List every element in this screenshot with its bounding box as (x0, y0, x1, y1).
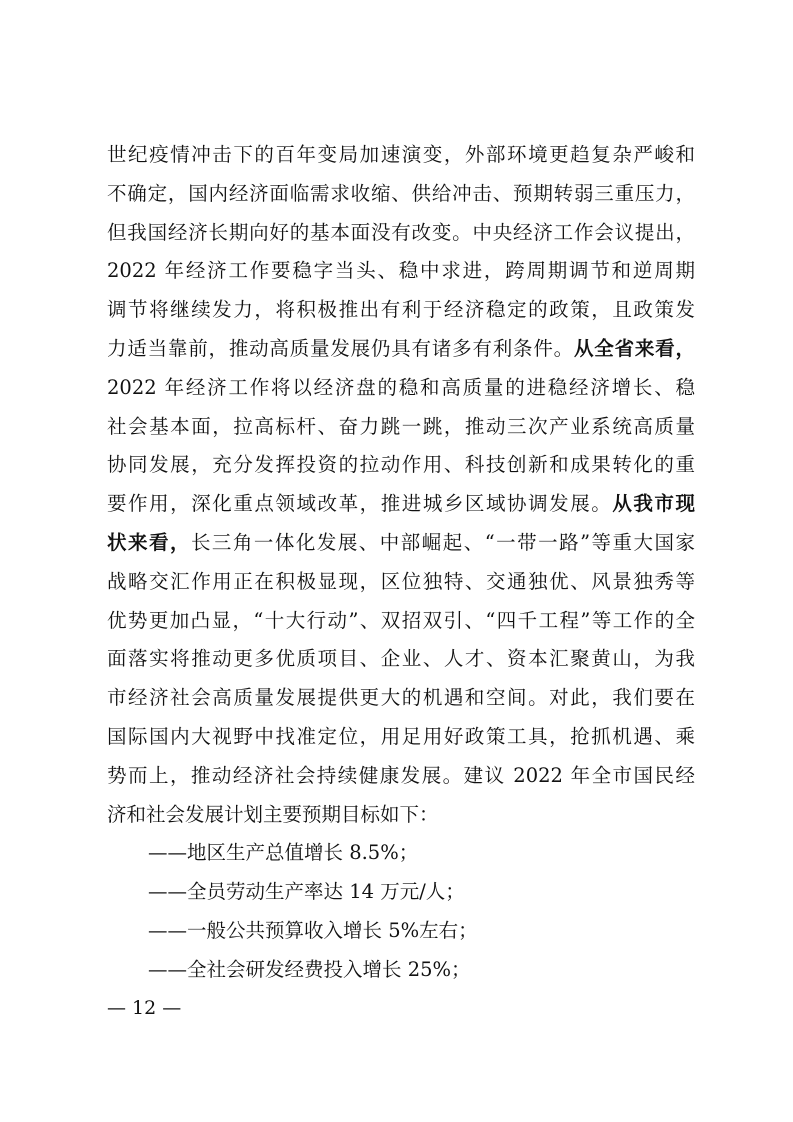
text-line: 但我国经济长期向好的基本面没有改变。中央经济工作会议提出， (107, 220, 695, 244)
text-line (107, 524, 695, 563)
text-line: 面落实将推动更多优质项目、企业、人才、资本汇聚黄山，为我 (107, 647, 695, 671)
bold-phrase: 从全省来看， (573, 336, 695, 360)
text-line: 优势更加凸显，“十大行动”、双招双引、“四千工程”等工作的全 (107, 608, 695, 632)
text-line: 战略交汇作用正在积极显现，区位独特、交通独优、风景独秀等 (107, 569, 695, 593)
target-item: ——一般公共预算收入增长 5%左右； (148, 918, 478, 942)
text-line (107, 485, 695, 524)
text-line (107, 330, 695, 369)
text-line: 协同发展，充分发挥投资的拉动作用、科技创新和成果转化的重 (107, 453, 695, 477)
text-line: 社会基本面，拉高标杆、奋力跳一跳，推动三次产业系统高质量 (107, 414, 695, 438)
text-line: 世纪疫情冲击下的百年变局加速演变，外部环境更趋复杂严峻和 (107, 143, 695, 166)
page-number: — 12 — (107, 997, 182, 1019)
text-line: 国际国内大视野中找准定位，用足用好政策工具，抢抓机遇、乘 (107, 724, 695, 748)
text-line: 不确定，国内经济面临需求收缩、供给冲击、预期转弱三重压力， (107, 181, 695, 205)
text-line: 市经济社会高质量发展提供更大的机遇和空间。对此，我们要在 (107, 686, 695, 710)
target-item: ——全员劳动生产率达 14 万元/人； (148, 880, 465, 904)
target-item: ——全社会研发经费投入增长 25%； (148, 957, 471, 981)
text-line: 势而上，推动经济社会持续健康发展。建议 2022 年全市国民经 (107, 763, 695, 787)
text-line: 调节将继续发力，将积极推出有利于经济稳定的政策，且政策发 (107, 298, 695, 322)
text-line: 2022 年经济工作要稳字当头、稳中求进，跨周期调节和逆周期 (107, 259, 695, 283)
text-segment: 长三角一体化发展、中部崛起、“一带一路”等重大国家 (190, 530, 695, 554)
text-line: 2022 年经济工作将以经济盘的稳和高质量的进稳经济增长、稳 (107, 375, 695, 399)
body-text (107, 136, 695, 990)
text-line: 济和社会发展计划主要预期目标如下： (107, 802, 439, 826)
bold-phrase: 状来看， (107, 530, 191, 554)
text-segment: 要作用，深化重点领域改革，推进城乡区域协调发展。 (107, 492, 613, 516)
target-item: ——地区生产总值增长 8.5%； (148, 841, 419, 865)
bold-phrase: 从我市现 (612, 492, 695, 516)
text-segment: 力适当靠前，推动高质量发展仍具有诸多有利条件。 (107, 336, 574, 360)
